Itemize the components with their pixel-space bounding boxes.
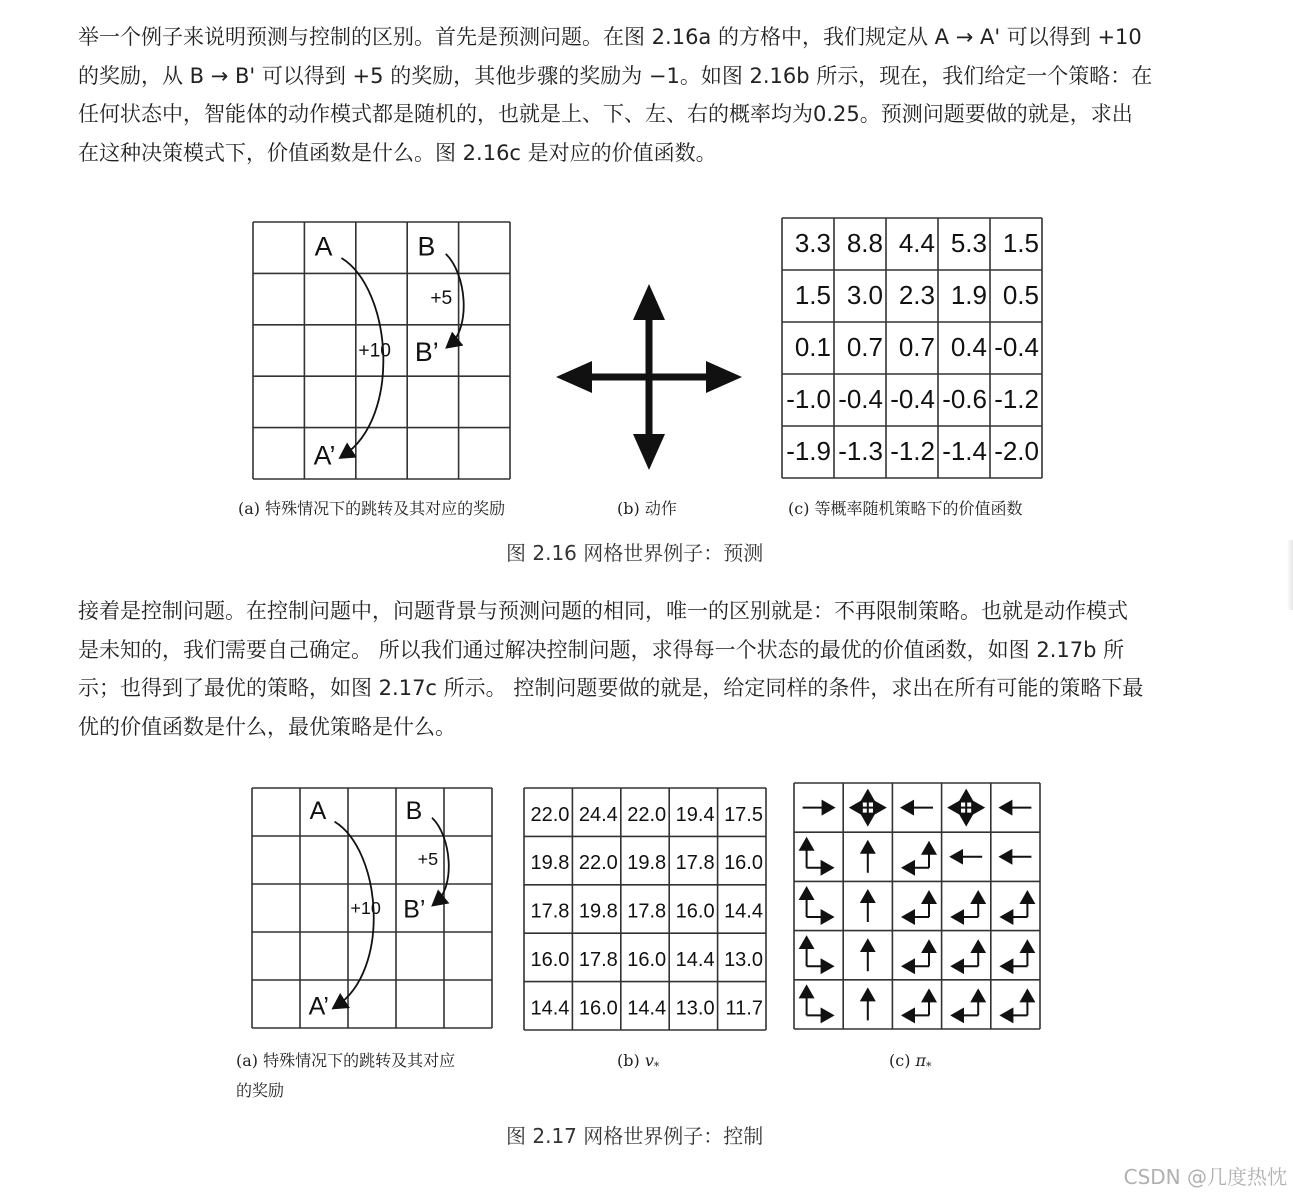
value-cell: -1.3 [838, 436, 883, 467]
v-subscript: * [653, 1060, 660, 1074]
value-cell: 16.0 [627, 948, 667, 971]
value-cell: 16.0 [578, 997, 618, 1020]
value-cell: -0.6 [942, 384, 987, 415]
fig217-caption-b [617, 1046, 659, 1082]
value-cell: 19.4 [675, 803, 715, 826]
pi-symbol: π [915, 1051, 927, 1070]
value-cell: -1.4 [942, 436, 987, 467]
value-cell: 17.8 [530, 900, 570, 923]
fig217-transition-grid [252, 788, 494, 1028]
intro-line-1: 举一个例子来说明预测与控制的区别。首先是预测问题。在图 2.16a 的方格中，我们规定从 A → A' 可以得到 +10 [78, 25, 1142, 49]
policy-up-left-icon [905, 894, 929, 917]
value-cell: -0.4 [994, 332, 1039, 363]
value-cell: 17.8 [675, 852, 715, 875]
value-cell: 13.0 [724, 948, 763, 971]
label-a: A [314, 231, 333, 262]
intro-paragraph [78, 18, 1208, 172]
value-cell: 5.3 [950, 228, 987, 259]
policy-up-left-icon [905, 943, 929, 966]
label-a-prime: A’ [313, 440, 336, 471]
value-cell: -1.0 [786, 384, 831, 415]
policy-up-left-icon [1003, 992, 1027, 1015]
label-b: B [417, 231, 436, 262]
policy-up-left-icon [954, 992, 978, 1015]
label-b-prime: B’ [414, 336, 439, 367]
value-cell: -0.4 [890, 384, 935, 415]
control-line-4: 优的价值函数是什么，最优策略是什么。 [78, 714, 456, 739]
value-cell: 19.8 [627, 852, 667, 875]
control-line-1: 接着是控制问题。在控制问题中，问题背景与预测问题的相同，唯一的区别就是：不再限制策略。也就是动作模式 [78, 599, 1128, 623]
control-line-2: 是未知的，我们需要自己确定。 所以我们通过解决控制问题，求得每一个状态的最优的价值函数，如图 2.17b 所 [78, 637, 1125, 662]
scroll-edge [1287, 540, 1293, 610]
value-cell: 17.8 [627, 900, 667, 923]
label-b: B [405, 797, 423, 826]
value-cell: 19.8 [530, 852, 570, 875]
value-cell: 1.5 [1002, 228, 1039, 259]
value-cell: 17.5 [724, 803, 763, 826]
value-cell: -1.9 [786, 436, 831, 467]
policy-up-left-icon [1003, 894, 1027, 917]
policy-all-icon [853, 793, 883, 823]
fig216-action-arrows [554, 282, 744, 472]
value-cell: 22.0 [627, 803, 667, 826]
caption-b-prefix: (b) [617, 1051, 645, 1070]
value-cell: 16.0 [530, 948, 570, 971]
fig216-caption-c: (c) 等概率随机策略下的价值函数 [788, 499, 1023, 518]
watermark: CSDN @几度热忱 [1123, 1165, 1287, 1189]
reward-a-label: +10 [350, 897, 381, 918]
value-cell: 0.1 [794, 332, 831, 363]
policy-up-left-icon [905, 992, 929, 1015]
value-cell: 3.0 [846, 280, 883, 311]
value-cell: 14.4 [724, 900, 763, 923]
policy-up-left-icon [954, 943, 978, 966]
policy-up-right-icon [807, 988, 831, 1015]
value-cell: -2.0 [994, 436, 1039, 467]
right-arrow-icon [706, 361, 742, 393]
reward-b-label: +5 [417, 848, 439, 869]
value-cell: 22.0 [530, 803, 570, 826]
label-b-prime: B’ [403, 895, 426, 924]
value-cell: 0.7 [898, 332, 935, 363]
value-cell: 19.8 [578, 900, 618, 923]
value-cell: -0.4 [838, 384, 883, 415]
fig217-caption-c [889, 1046, 932, 1082]
reward-b-label: +5 [430, 288, 453, 310]
intro-line-4: 在这种决策模式下，价值函数是什么。图 2.16c 是对应的价值函数。 [78, 140, 717, 165]
value-cell: 14.4 [627, 997, 667, 1020]
value-cell: 13.0 [675, 997, 715, 1020]
fig216-transition-grid [253, 222, 511, 480]
fig216-caption-b: (b) 动作 [617, 499, 677, 518]
policy-up-right-icon [807, 841, 831, 868]
value-cell: 17.8 [578, 948, 618, 971]
value-cell: 0.5 [1002, 280, 1039, 311]
control-paragraph [78, 592, 1208, 746]
value-cell: -1.2 [890, 436, 935, 467]
value-cell: 14.4 [675, 948, 715, 971]
value-cell: 11.7 [725, 997, 763, 1020]
fig217-title: 图 2.17 网格世界例子：控制 [506, 1124, 764, 1148]
caption-c-prefix: (c) [889, 1051, 916, 1070]
value-cell: 4.4 [898, 228, 935, 259]
fig216-value-table [782, 218, 1044, 480]
fig217-value-table [524, 788, 768, 1030]
value-cell: 0.7 [846, 332, 883, 363]
value-cell: 1.9 [950, 280, 987, 311]
fig216-title: 图 2.16 网格世界例子：预测 [506, 541, 764, 565]
value-cell: 22.0 [578, 852, 618, 875]
intro-line-2: 的奖励，从 B → B' 可以得到 +5 的奖励，其他步骤的奖励为 −1。如图 2.16b 所示，现在，我们给定一个策略：在 [78, 63, 1153, 88]
value-cell: 0.4 [950, 332, 987, 363]
value-cell: 24.4 [578, 803, 618, 826]
value-cell: 8.8 [846, 228, 883, 259]
fig217-caption-a [236, 1046, 455, 1106]
value-cell: -1.2 [994, 384, 1039, 415]
policy-up-left-icon [905, 845, 929, 868]
value-cell: 16.0 [724, 852, 763, 875]
policy-up-left-icon [1003, 943, 1027, 966]
label-a: A [309, 797, 327, 826]
value-cell: 16.0 [675, 900, 715, 923]
up-arrow-icon [633, 284, 665, 320]
left-arrow-icon [556, 361, 592, 393]
policy-up-right-icon [807, 939, 831, 966]
fig217-policy-grid [794, 783, 1042, 1029]
down-arrow-icon [633, 434, 665, 470]
control-line-3: 示；也得到了最优的策略，如图 2.17c 所示。 控制问题要做的就是，给定同样的条件，求出在所有可能的策略下最 [78, 676, 1144, 700]
value-cell: 2.3 [898, 280, 935, 311]
label-a-prime: A’ [308, 992, 329, 1021]
reward-a-label: +10 [358, 340, 392, 362]
pi-subscript: * [926, 1060, 932, 1074]
policy-up-left-icon [954, 894, 978, 917]
fig217-caption-a-line2: 的奖励 [236, 1081, 285, 1100]
intro-line-3: 任何状态中，智能体的动作模式都是随机的，也就是上、下、左、右的概率均为0.25。预测问题要做的就是，求出 [78, 102, 1133, 126]
policy-up-right-icon [807, 890, 831, 917]
policy-all-icon [951, 793, 981, 823]
fig216-caption-a: (a) 特殊情况下的跳转及其对应的奖励 [238, 499, 506, 518]
v-symbol: v [644, 1051, 654, 1070]
value-cell: 1.5 [794, 280, 831, 311]
value-cell: 14.4 [530, 997, 570, 1020]
fig217-caption-a-line1: (a) 特殊情况下的跳转及其对应 [236, 1051, 456, 1070]
value-cell: 3.3 [794, 228, 831, 259]
four-direction-arrow-icon [556, 284, 742, 470]
